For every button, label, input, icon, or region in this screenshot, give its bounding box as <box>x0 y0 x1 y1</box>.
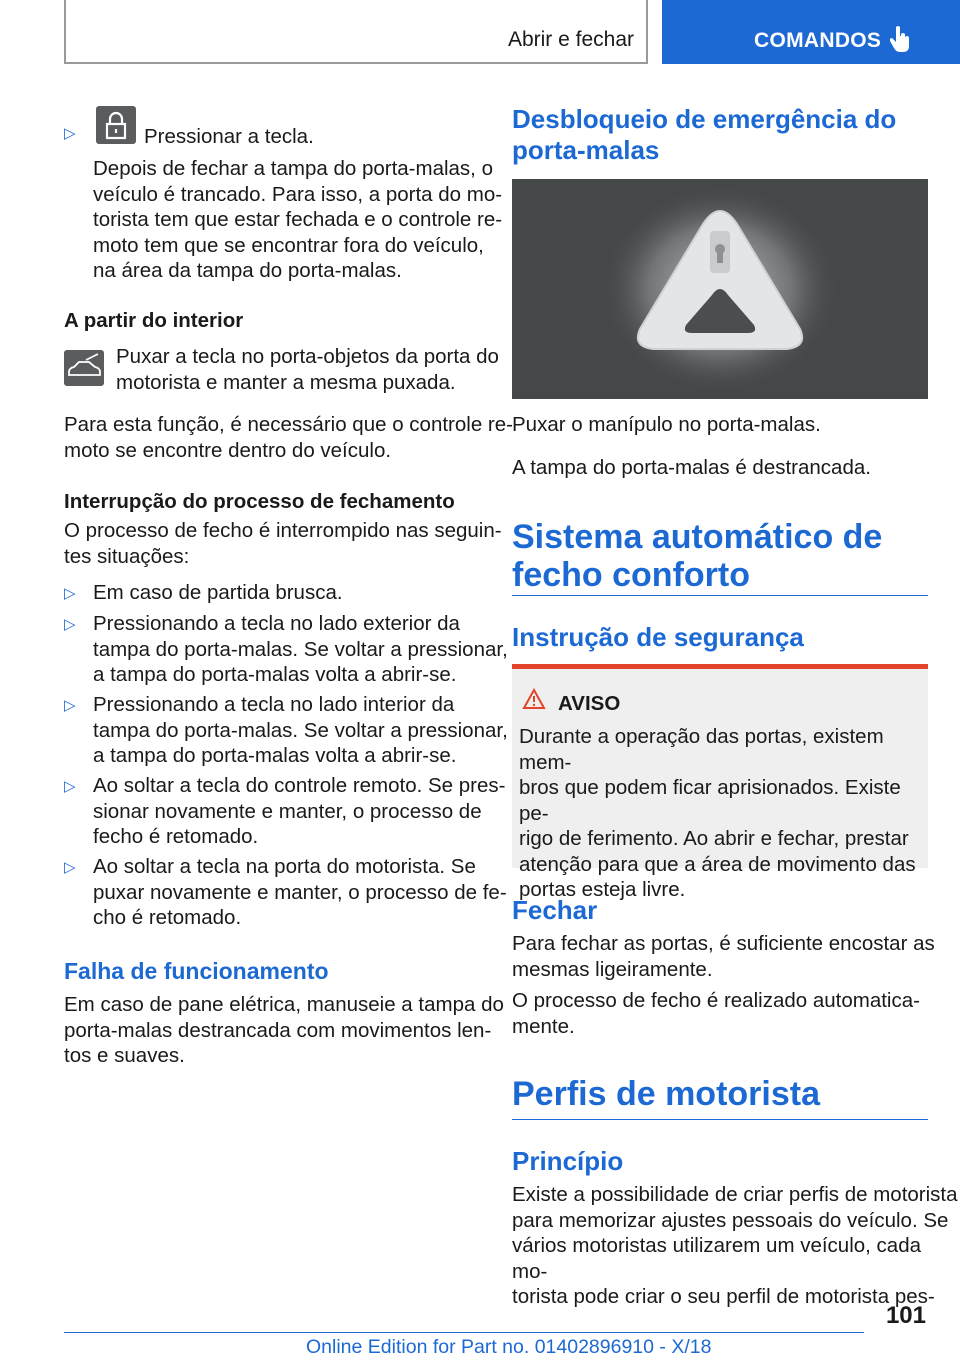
header-section-title: Abrir e fechar <box>507 28 634 51</box>
warning-bar <box>512 664 928 669</box>
section-rule <box>512 1119 928 1120</box>
comfort-heading: Sistema automático de fecho conforto <box>512 518 883 594</box>
header-chapter-tab <box>662 0 960 64</box>
malfunction-text: Em caso de pane elétrica, manuseie a tampa do porta-malas destrancada com movimentos len- tos e suaves. <box>64 993 504 1067</box>
interior-text: Puxar a tecla no porta-objetos da porta do motorista e manter a mesma puxada. <box>116 345 499 394</box>
bullet-marker: ▷ <box>64 616 76 633</box>
warning-title: AVISO <box>558 692 621 715</box>
press-key-detail: Depois de fechar a tampa do porta-malas, o veículo é trancado. Para isso, a porta do mo- torista tem que estar fechada e o controle re- moto tem que se encontrar fora do veículo, na área da tampa do porta-malas. <box>93 157 503 282</box>
emergency-step: Puxar o manípulo no porta-malas. <box>512 413 821 436</box>
bullet-marker: ▷ <box>64 697 76 714</box>
bullet-marker: ▷ <box>64 585 76 602</box>
car-trunk-icon <box>64 350 104 386</box>
bullet-marker: ▷ <box>64 125 76 142</box>
footer-edition: Online Edition for Part no. 01402896910 - X/18 <box>306 1336 712 1358</box>
function-note: Para esta função, é necessário que o controle re- moto se encontre dentro do veículo. <box>64 413 513 462</box>
interrupt-item: Pressionando a tecla no lado interior da tampa do porta-malas. Se voltar a pressionar, a tampa do porta-malas volta a abrir-se. <box>93 693 508 767</box>
warning-box <box>512 664 928 901</box>
header-chapter-label: COMANDOS <box>754 29 882 52</box>
interrupt-intro: O processo de fecho é interrompido nas seguin- tes situações: <box>64 519 502 568</box>
warning-triangle-icon <box>522 688 546 715</box>
warning-text: Durante a operação das portas, existem mem- bros que podem ficar aprisionados. Existe pe- rigo de ferimento. Ao abrir e fechar, prestar atenção para que a área de movimento das portas esteja livre. <box>519 725 916 901</box>
interior-heading: A partir do interior <box>64 309 244 332</box>
emergency-heading: Desbloqueio de emergência do porta-malas <box>512 104 897 165</box>
hand-pointer-icon <box>890 25 912 58</box>
bullet-marker: ▷ <box>64 778 76 795</box>
press-key-text: Pressionar a tecla. <box>144 125 314 148</box>
page-number: 101 <box>885 1302 926 1329</box>
interrupt-heading: Interrupção do processo de fechamento <box>64 490 455 513</box>
malfunction-heading: Falha de funcionamento <box>64 958 329 984</box>
close-text: Para fechar as portas, é suficiente encostar as mesmas ligeiramente. <box>512 932 935 981</box>
lock-icon <box>96 106 136 144</box>
profiles-heading: Perfis de motorista <box>512 1075 820 1113</box>
interrupt-item: Ao soltar a tecla na porta do motorista. Se puxar novamente e manter, o processo de fe- cho é retomado. <box>93 855 507 929</box>
principle-heading: Princípio <box>512 1146 624 1176</box>
emergency-handle-photo <box>512 179 928 399</box>
footer-rule <box>64 1332 864 1333</box>
section-rule <box>512 595 928 596</box>
interrupt-item: Pressionando a tecla no lado exterior da tampa do porta-malas. Se voltar a pressionar, a tampa do porta-malas volta a abrir-se. <box>93 612 508 686</box>
safety-heading: Instrução de segurança <box>512 622 804 652</box>
interrupt-item: Ao soltar a tecla do controle remoto. Se pres- sionar novamente e manter, o processo de fecho é retomado. <box>93 774 506 848</box>
emergency-result: A tampa do porta-malas é destrancada. <box>512 456 871 479</box>
principle-text: Existe a possibilidade de criar perfis de motorista para memorizar ajustes pessoais do veículo. Se vários motoristas utilizarem um veículo, cada mo- torista pode criar o seu perfil de motorista pes- <box>512 1183 958 1308</box>
interrupt-item: Em caso de partida brusca. <box>93 581 343 604</box>
close-heading: Fechar <box>512 895 598 925</box>
close-auto-text: O processo de fecho é realizado automatica- mente. <box>512 989 920 1038</box>
bullet-marker: ▷ <box>64 859 76 876</box>
